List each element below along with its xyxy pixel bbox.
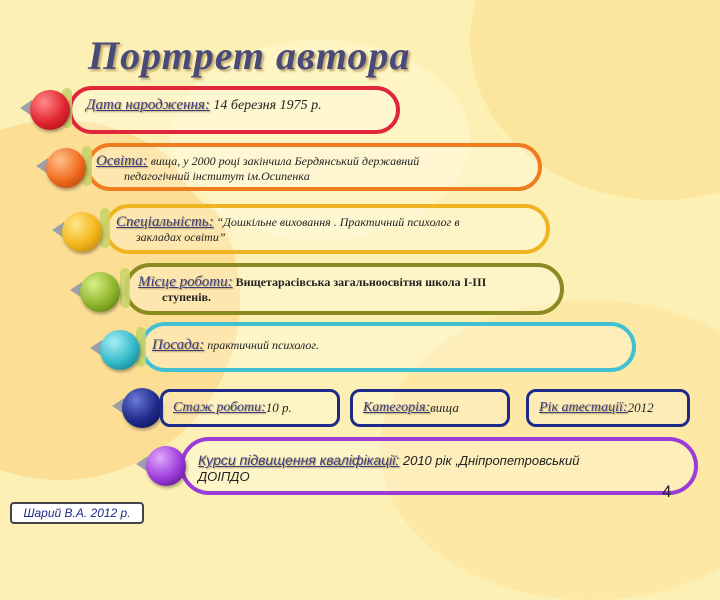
education-value: вища, у 2000 році закінчила Бердянський державний [147, 154, 420, 168]
courses-label: Курси підвищення кваліфікації: [198, 452, 400, 468]
birth-text [86, 98, 322, 113]
attestation-box [526, 389, 690, 427]
courses-value-line2: ДОІПДО [198, 469, 250, 484]
orange-ball-icon [46, 148, 86, 188]
green-ball-icon [80, 272, 120, 312]
birth-value: 14 березня 1975 р. [209, 98, 322, 113]
workplace-value: Вищетарасівська загальноосвітня школа І-ІІІ [232, 275, 487, 289]
education-value-line2: педагогічний інститут ім.Осипенка [124, 169, 310, 183]
workplace-label: Місце роботи: [138, 274, 233, 290]
courses-value: 2010 рік ,Дніпропетровський [399, 453, 580, 468]
page-title: Портрет автора [88, 33, 411, 78]
yellow-ball-icon [62, 212, 102, 252]
category-value: вища [430, 400, 459, 415]
education-text [96, 154, 419, 184]
attestation-label: Рік атестації: [539, 400, 628, 415]
teal-ball-icon [100, 330, 140, 370]
speciality-label: Спеціальність: [116, 214, 214, 230]
page-number: 4 [662, 482, 672, 501]
attestation-value: 2012 [627, 400, 654, 415]
speciality-text [116, 215, 460, 245]
workplace-value-line2: ступенів. [162, 290, 212, 304]
author-footer: Шарий В.А. 2012 р. [10, 502, 144, 524]
position-text [152, 338, 319, 353]
purple-ball-icon [146, 446, 186, 486]
speciality-value-line2: закладах освіти” [136, 230, 226, 244]
position-value: практичний психолог. [204, 338, 319, 352]
position-label: Посада: [152, 337, 205, 353]
experience-value: 10 р. [265, 400, 292, 415]
experience-label: Стаж роботи: [173, 400, 266, 415]
navy-ball-icon [122, 388, 162, 428]
category-box [350, 389, 510, 427]
workplace-text [138, 275, 486, 305]
birth-label: Дата народження: [86, 97, 210, 113]
education-label: Освіта: [96, 153, 148, 169]
courses-text [198, 453, 580, 485]
leaf-decoration [120, 268, 130, 308]
category-label: Категорія: [363, 400, 431, 415]
experience-box [160, 389, 340, 427]
red-ball-icon [30, 90, 70, 130]
speciality-value: “Дошкільне виховання . Практичний психолог в [213, 215, 460, 229]
